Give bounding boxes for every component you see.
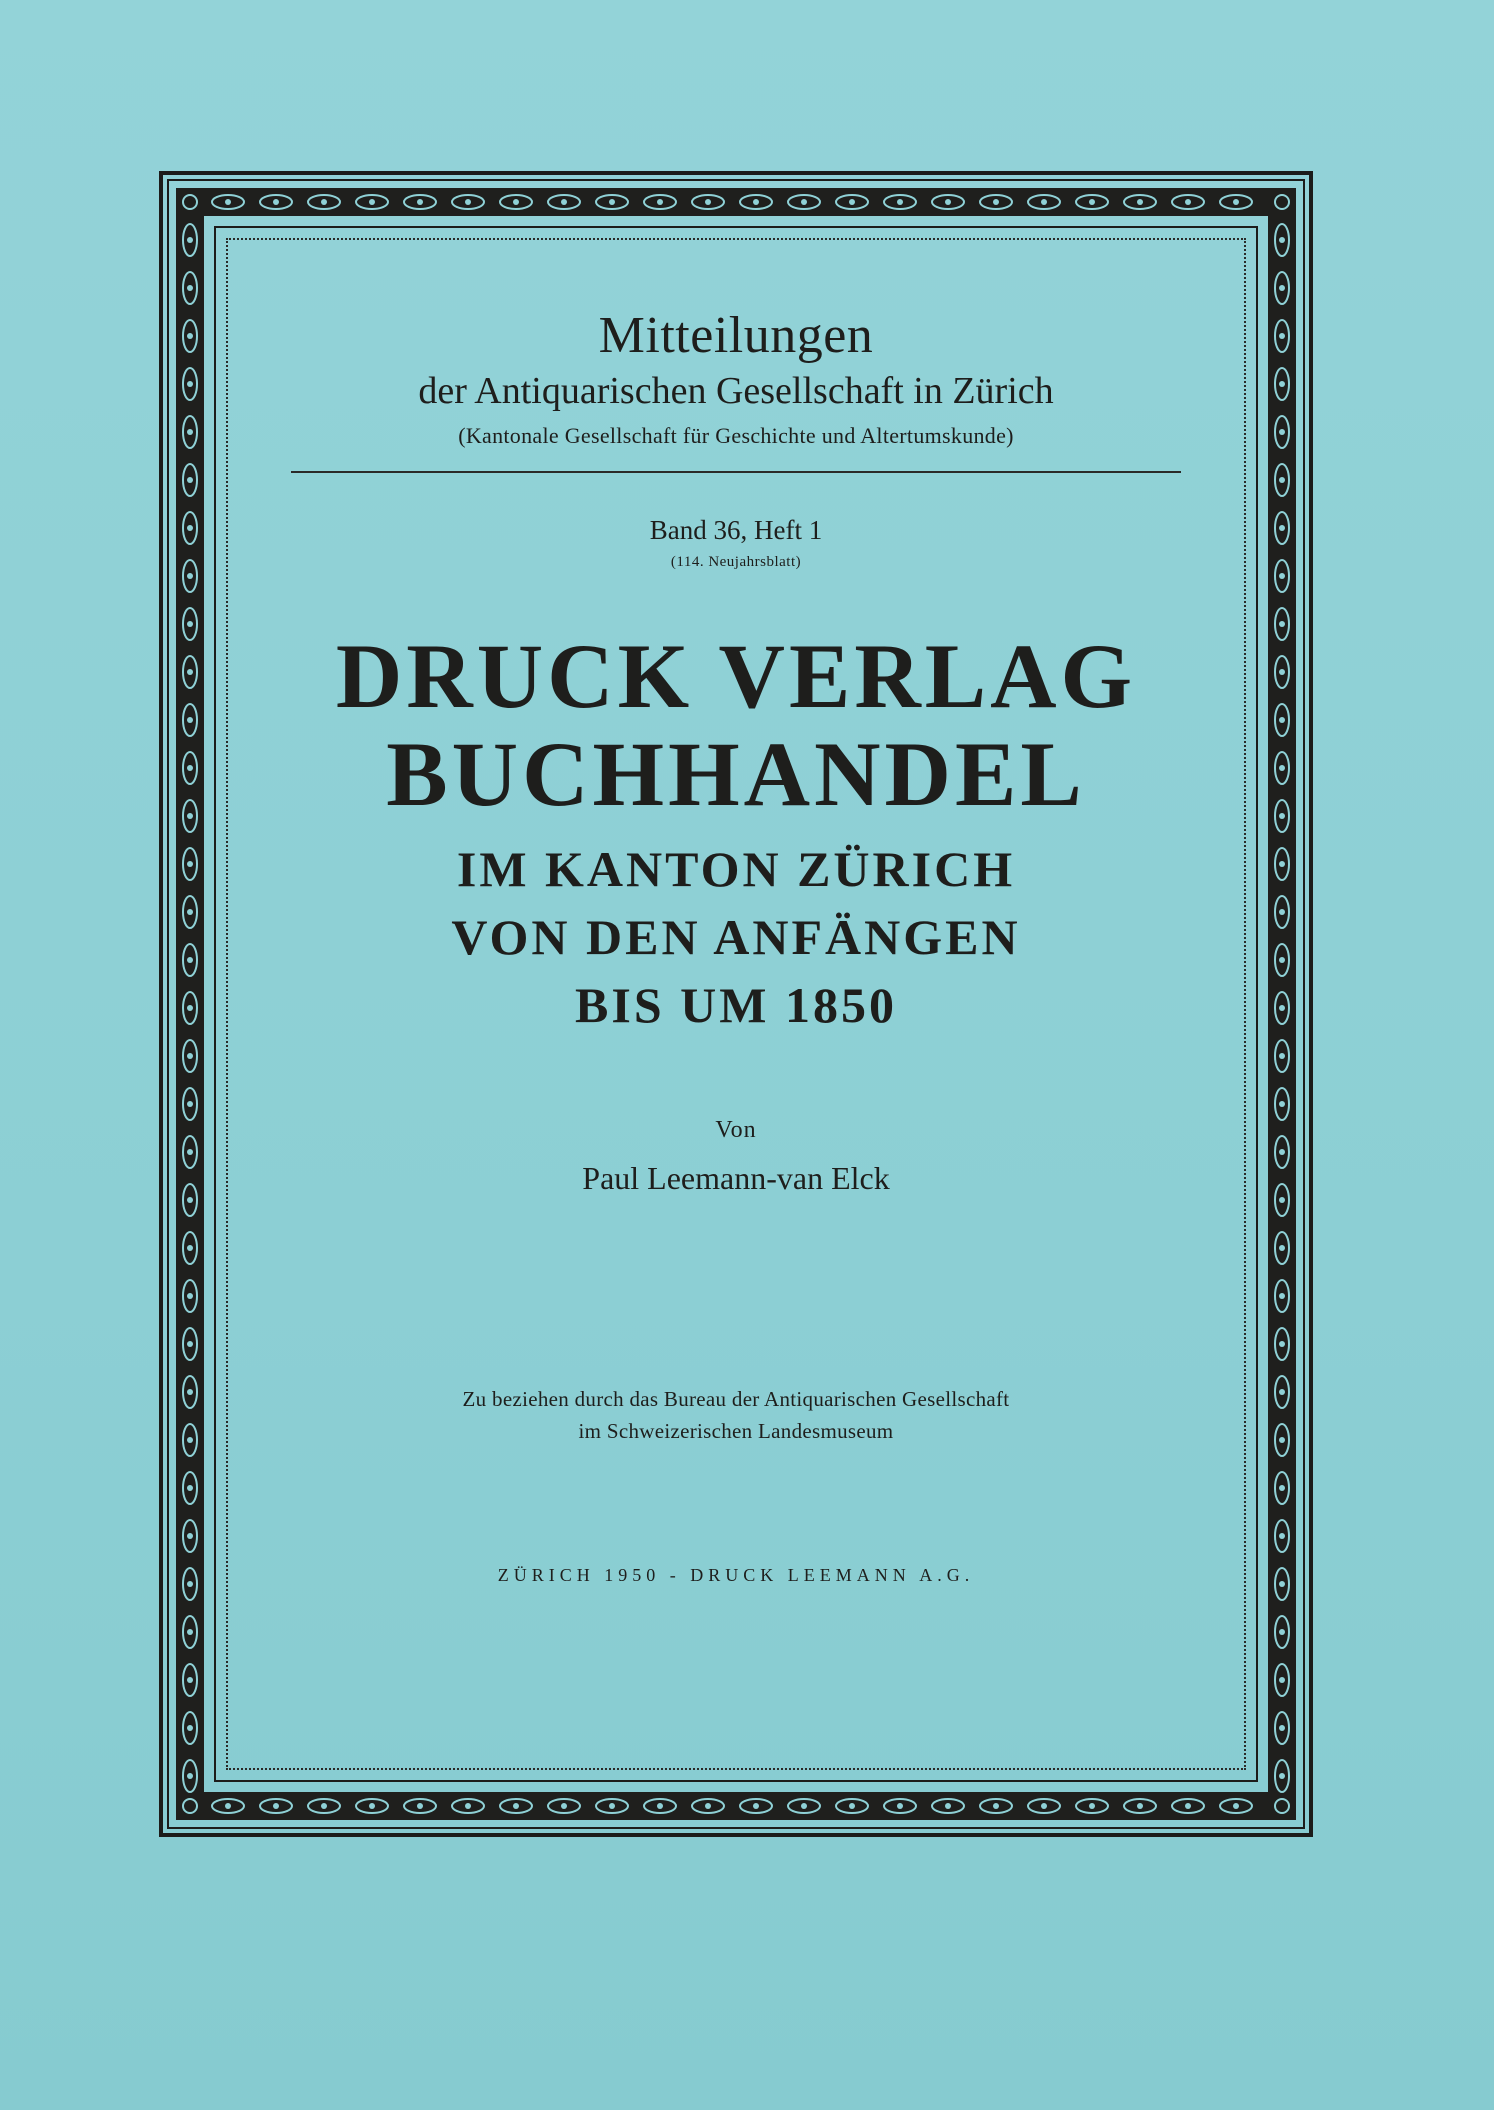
volume-label: Band 36, Heft 1 <box>649 515 823 545</box>
author-name: Paul Leemann-van Elck <box>582 1160 890 1196</box>
title-line-1: DRUCK VERLAG <box>335 625 1137 727</box>
subtitle-line-1: IM KANTON ZÜRICH <box>456 841 1016 897</box>
title-line-2: BUCHHANDEL <box>386 723 1086 825</box>
volume-note: (114. Neujahrsblatt) <box>670 554 802 570</box>
subtitle-line-3: BIS UM 1850 <box>575 977 897 1033</box>
cover-text <box>230 280 1242 1586</box>
availability-line-1: Zu beziehen durch das Bureau der Antiquarischen Gesellschaft <box>462 1387 1010 1411</box>
divider-rule <box>291 471 1181 473</box>
society-name: der Antiquarischen Gesellschaft in Zürich <box>418 370 1054 412</box>
by-label: Von <box>715 1117 757 1143</box>
subtitle-line-2: VON DEN ANFÄNGEN <box>451 909 1021 965</box>
society-note: (Kantonale Gesellschaft für Geschichte und Altertumskunde) <box>458 423 1014 448</box>
availability-line-2: im Schweizerischen Landesmuseum <box>578 1419 894 1443</box>
series-title: Mitteilungen <box>598 307 874 364</box>
imprint: ZÜRICH 1950 - DRUCK LEEMANN A.G. <box>497 1565 975 1585</box>
